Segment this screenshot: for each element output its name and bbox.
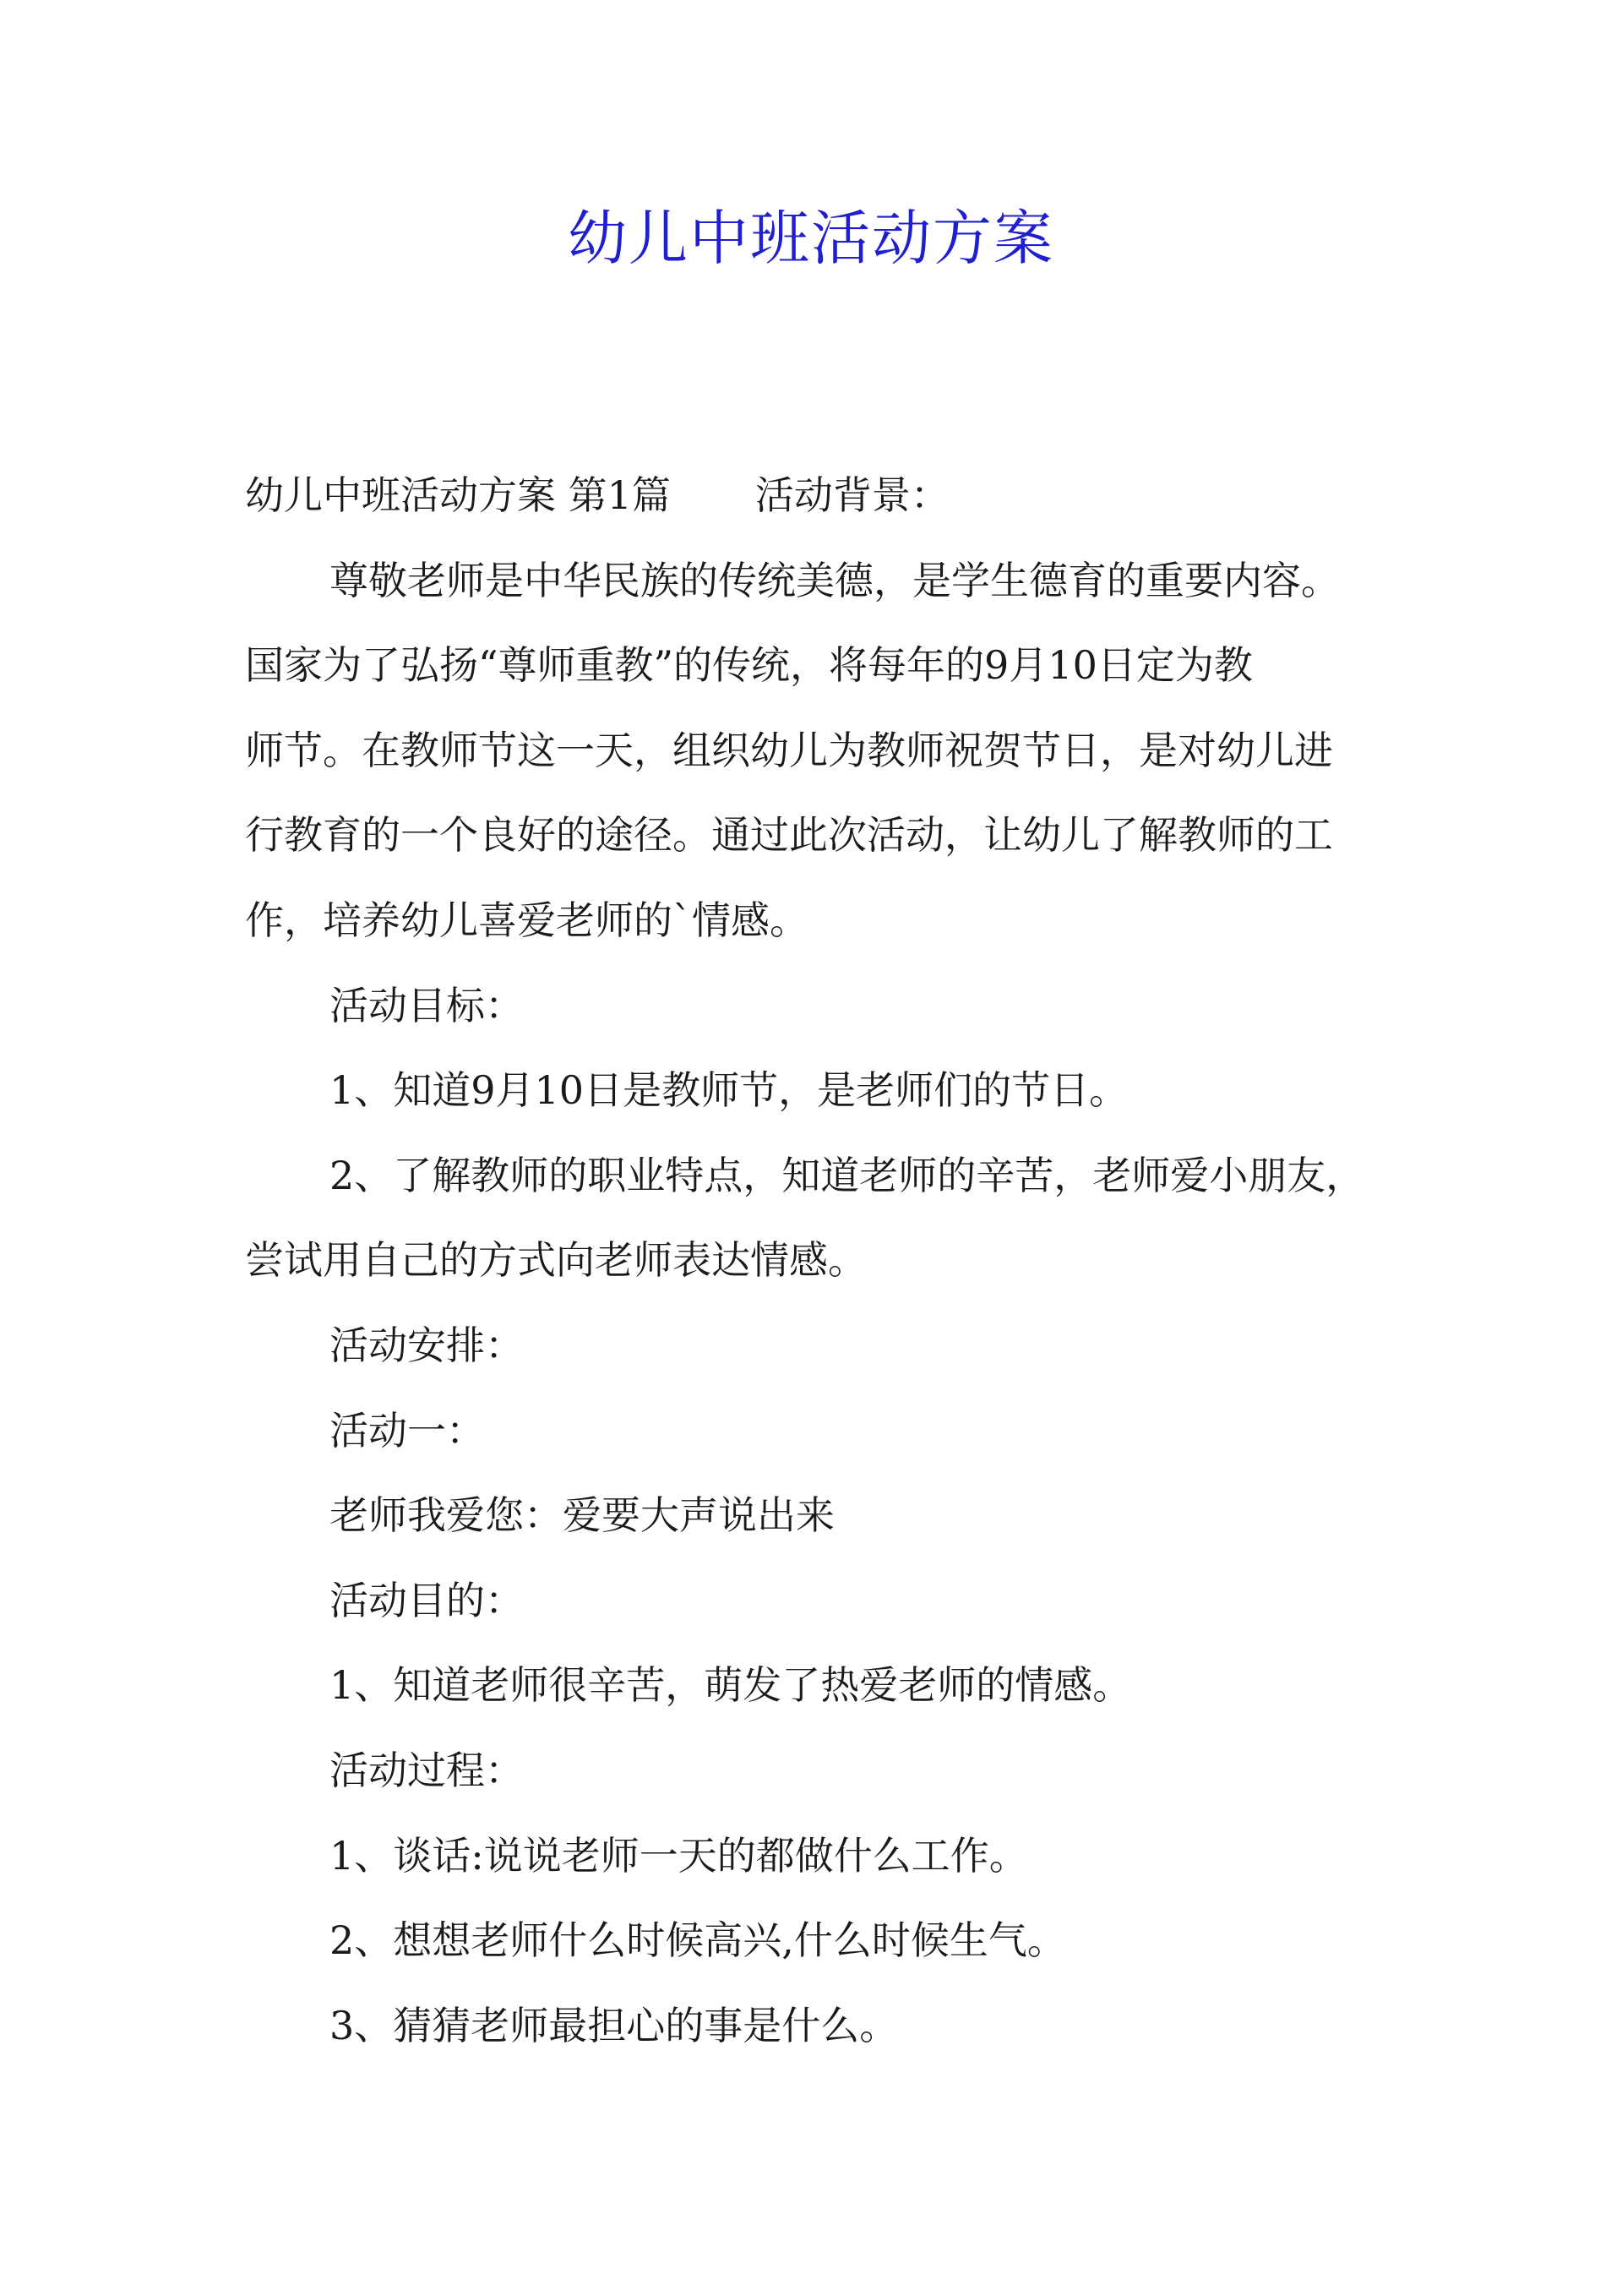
paragraph-line: 活动目标： (329, 982, 524, 1028)
paragraph-line: 活动一： (329, 1407, 485, 1453)
document-body (245, 453, 1377, 2068)
paragraph-line: 尊敬老师是中华民族的传统美德，是学生德育的重要内容。 (329, 557, 1340, 603)
paragraph-line: 作，培养幼儿喜爱老师的`情感。 (245, 897, 808, 943)
paragraph-line: 2、了解教师的职业特点，知道老师的辛苦，老师爱小朋友， (329, 1152, 1365, 1198)
paragraph-line: 2、想想老师什么时候高兴,什么时候生气。 (329, 1917, 1066, 1964)
paragraph-line: 国家为了弘扬“尊师重教”的传统，将每年的9月10日定为教 (245, 642, 1253, 689)
paragraph-line: 3、猜猜老师最担心的事是什么。 (329, 2002, 899, 2048)
paragraph-line: 活动过程： (329, 1747, 524, 1793)
paragraph-line: 活动安排： (329, 1322, 524, 1368)
paragraph-line: 1、谈话:说说老师一天的都做什么工作。 (329, 1832, 1028, 1879)
paragraph-line: 老师我爱您：爱要大声说出来 (329, 1492, 835, 1539)
document-title: 幼儿中班活动方案 (568, 204, 1054, 273)
paragraph-line: 师节。在教师节这一天，组织幼儿为教师祝贺节日，是对幼儿进 (245, 727, 1333, 773)
paragraph-line (245, 453, 1377, 538)
paragraph-line: 活动目的： (329, 1577, 524, 1623)
paragraph-line: 行教育的一个良好的途径。通过此次活动，让幼儿了解教师的工 (245, 812, 1333, 859)
paragraph-line: 1、知道老师很辛苦，萌发了热爱老师的情感。 (329, 1662, 1132, 1709)
section-label-background: 活动背景： (754, 472, 950, 518)
paragraph-line: 尝试用自己的方式向老师表达情感。 (245, 1237, 867, 1284)
section-heading: 幼儿中班活动方案 第1篇 (245, 472, 671, 518)
paragraph-line: 1、知道9月10日是教师节，是老师们的节日。 (329, 1067, 1129, 1114)
